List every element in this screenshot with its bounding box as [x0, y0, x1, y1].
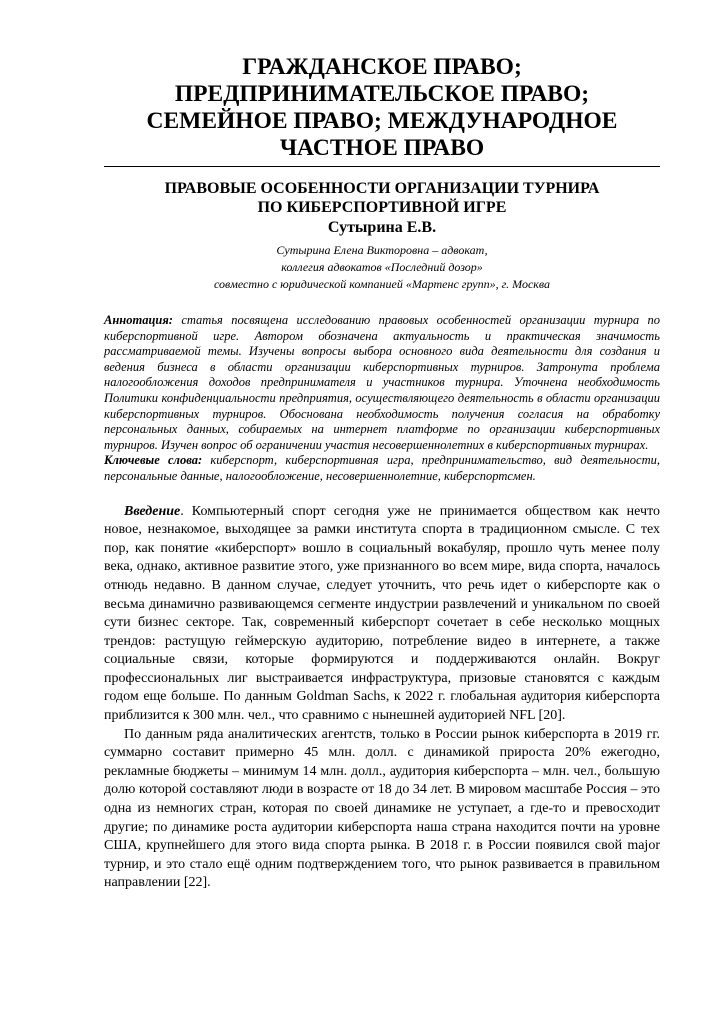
section-heading-line-2: ПРЕДПРИНИМАТЕЛЬСКОЕ ПРАВО; — [174, 81, 590, 107]
intro-paragraph — [104, 503, 660, 726]
affiliation-line-1: Сутырина Елена Викторовна – адвокат, — [276, 243, 488, 257]
article-body — [104, 503, 660, 893]
section-heading-line-3: СЕМЕЙНОЕ ПРАВО; МЕЖДУНАРОДНОЕ — [146, 108, 618, 134]
section-heading-line-1: ГРАЖДАНСКОЕ ПРАВО; — [242, 54, 522, 80]
affiliation-line-3: совместно с юридической компанией «Мартенс групп», г. Москва — [213, 277, 551, 291]
affiliation-line-2: коллегия адвокатов «Последний дозор» — [281, 260, 483, 274]
abstract-label: Аннотация: — [104, 313, 173, 327]
section-heading — [104, 54, 660, 166]
abstract-block — [104, 313, 660, 485]
section-heading-line-4: ЧАСТНОЕ ПРАВО — [279, 135, 485, 161]
keywords-text: киберспорт, киберспортивная игра, предпринимательство, вид деятельности, персональные данные, налогообложение, несовершеннолетние, киберспортсмен. — [104, 453, 660, 483]
abstract-paragraph — [104, 313, 660, 453]
article-title-line-2: ПО КИБЕРСПОРТИВНОЙ ИГРЕ — [257, 199, 507, 216]
document-page — [104, 54, 660, 893]
section-divider — [104, 166, 660, 167]
article-title — [104, 179, 660, 217]
body-paragraph-2: По данным ряда аналитических агентств, только в России рынок киберспорта в 2019 гг. суммарно составит примерно 45 млн. долл. с динамикой прироста 20% ежегодно, рекламные бюджеты – минимум 14 млн. долл., аудитория киберспорта – млн. чел., большую долю которой составляют люди в возрасте от 18 до 34 лет. В мировом масштабе Россия – это одна из немногих стран, которая по своей динамике не уступает, а где-то и превосходит другие; по динамике роста аудитории киберспорта наша страна находится почти на уровне США, крупнейшего для этого вида спорта рынка. В 2018 г. в России появился свой major турнир, и это стало ещё одним подтверждением того, что рынок развивается в правильном направлении [22]. — [104, 726, 660, 891]
keywords-paragraph — [104, 453, 660, 484]
keywords-label: Ключевые слова: — [104, 453, 203, 468]
author-name: Сутырина Е.В. — [327, 219, 437, 236]
intro-text: . Компьютерный спорт сегодня уже не принимается обществом как нечто новое, незнакомое, выходящее за рамки института спорта в традиционном смысле. С тех пор, как понятие «киберспорт» вошло в социальный вокабуляр, прошло чуть менее полу века, однако, активное развитие этого, уже признанного во всем мире, вида спорта, началось отнюдь недавно. В данном случае, следует уточнить, что речь идет о киберспорте как о весьма динамично развивающемся сегменте индустрии развлечений и уникальном по своей сути бизнес секторе. Так, современный киберспорт сочетает в себе несколько мощных трендов: растущую геймерскую аудиторию, потребление видео в интернете, а также социальные связи, которые формируются и поддерживаются онлайн. Вокруг профессиональных лиг выстраивается инфраструктура, призовые становятся с каждым годом еще больше. По данным Goldman Sachs, к 2022 г. глобальная аудитория киберспорта приблизится к 300 млн. чел., что сравнимо с нынешней аудиторией NFL [20]. — [104, 503, 660, 724]
abstract-text: статья посвящена исследованию правовых особенностей организации турнира по киберспортивной игре. Автором обозначена актуальность и практическая значимость рассматриваемой темы. Изучены вопросы выбора основного вида деятельности для создания и ведения бизнеса в области организации киберспортивных турниров. Затронута проблема налогообложения доходов предпринимателя и участников турнира. Уточнена необходимость Политики конфиденциальности предприятия, осуществляющего деятельность в области организации киберспортивных турниров. Обоснована необходимость получения согласия на обработку персональных данных, собираемых на интернет платформе по организации киберспортивных турниров. Изучен вопрос об ограничении участия несовершеннолетних в киберспортивных турнирах. — [104, 313, 660, 452]
article-title-line-1: ПРАВОВЫЕ ОСОБЕННОСТИ ОРГАНИЗАЦИИ ТУРНИРА — [164, 180, 600, 197]
intro-label: Введение — [124, 503, 181, 519]
author-affiliation — [104, 242, 660, 293]
